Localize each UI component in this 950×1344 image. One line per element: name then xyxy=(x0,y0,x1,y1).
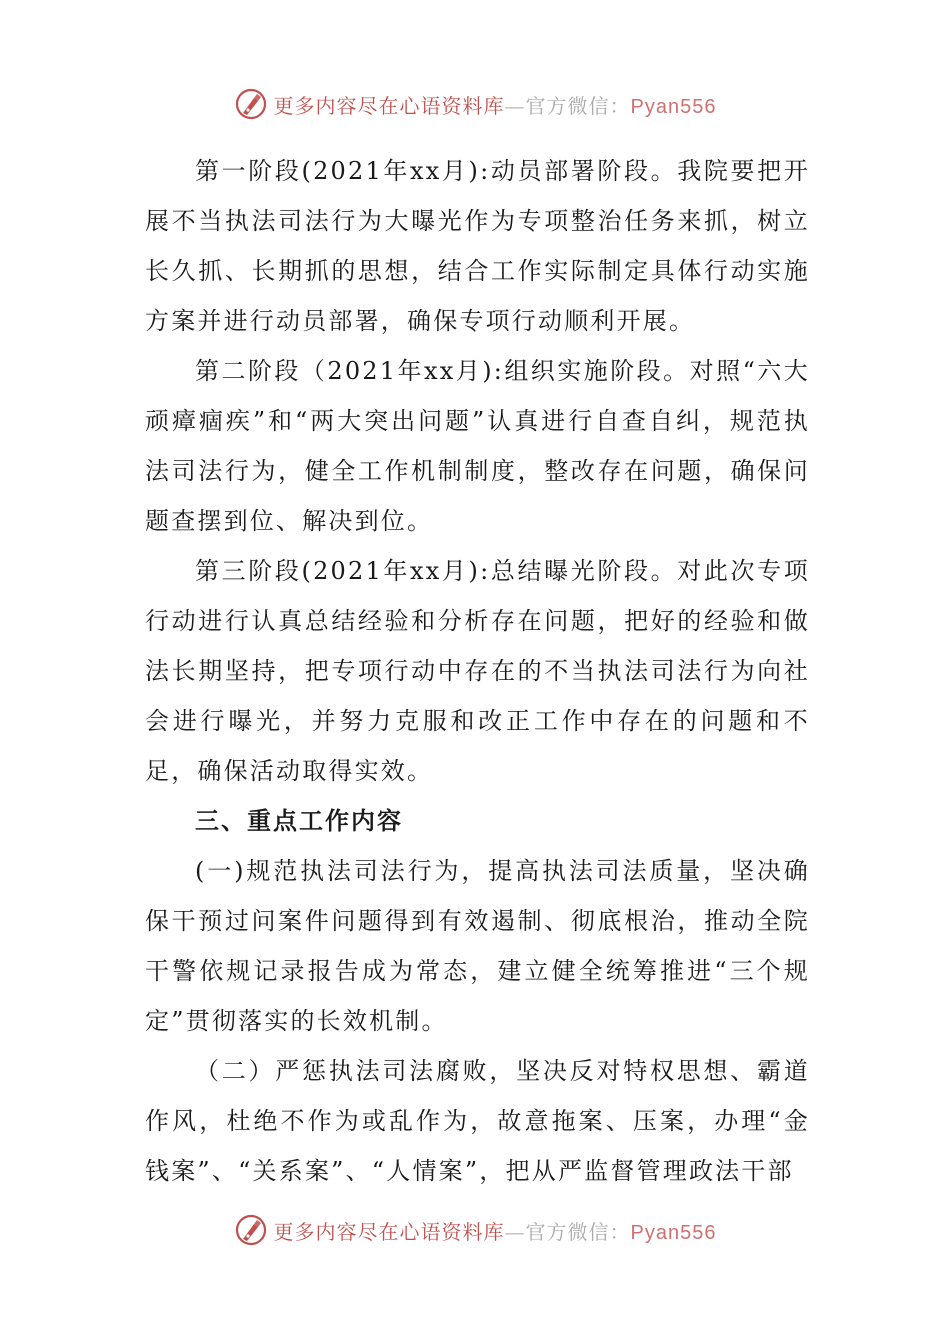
watermark-wechat-id: Pyan556 xyxy=(630,95,717,118)
document-body xyxy=(145,146,810,1196)
paragraph-stage-two: 第二阶段（2021年xx月):组织实施阶段。对照“六大顽瘴痼疾”和“两大突出问题”认真进行自查自纠，规范执法司法行为，健全工作机制制度，整改存在问题，确保问题查摆到位、解决到位。 xyxy=(145,357,810,535)
paragraph-item-two: （二）严惩执法司法腐败，坚决反对特权思想、霸道作风，杜绝不作为或乱作为，故意拖案、压案，办理“金钱案”、“关系案”、“人情案”，把从严监督管理政法干部 xyxy=(145,1057,810,1185)
watermark-brand: 更多内容尽在心语资料库 xyxy=(273,1219,505,1244)
watermark-wechat-id: Pyan556 xyxy=(630,1221,717,1244)
pen-nib-icon xyxy=(234,87,268,121)
watermark-dash: — xyxy=(504,93,526,118)
section-heading: 三、重点工作内容 xyxy=(195,807,403,835)
watermark-dash: — xyxy=(504,1219,526,1244)
paragraph-item-one: (一)规范执法司法行为，提高执法司法质量，坚决确保干预过问案件问题得到有效遏制、彻底根治，推动全院干警依规记录报告成为常态，建立健全统筹推进“三个规定”贯彻落实的长效机制。 xyxy=(145,857,810,1035)
pen-nib-icon xyxy=(234,1213,268,1247)
paragraph-stage-one: 第一阶段(2021年xx月):动员部署阶段。我院要把开展不当执法司法行为大曝光作为专项整治任务来抓，树立长久抓、长期抓的思想，结合工作实际制定具体行动实施方案并进行动员部署，确保专项行动顺利开展。 xyxy=(145,157,810,335)
watermark-label: 官方微信： xyxy=(525,1219,631,1244)
paragraph-stage-three: 第三阶段(2021年xx月):总结曝光阶段。对此次专项行动进行认真总结经验和分析存在问题，把好的经验和做法长期坚持，把专项行动中存在的不当执法司法行为向社会进行曝光，并努力克服和改正工作中存在的问题和不足，确保活动取得实效。 xyxy=(145,557,810,785)
watermark-label: 官方微信： xyxy=(525,93,631,118)
header-watermark xyxy=(0,84,950,124)
footer-watermark xyxy=(0,1210,950,1250)
watermark-brand: 更多内容尽在心语资料库 xyxy=(273,93,505,118)
